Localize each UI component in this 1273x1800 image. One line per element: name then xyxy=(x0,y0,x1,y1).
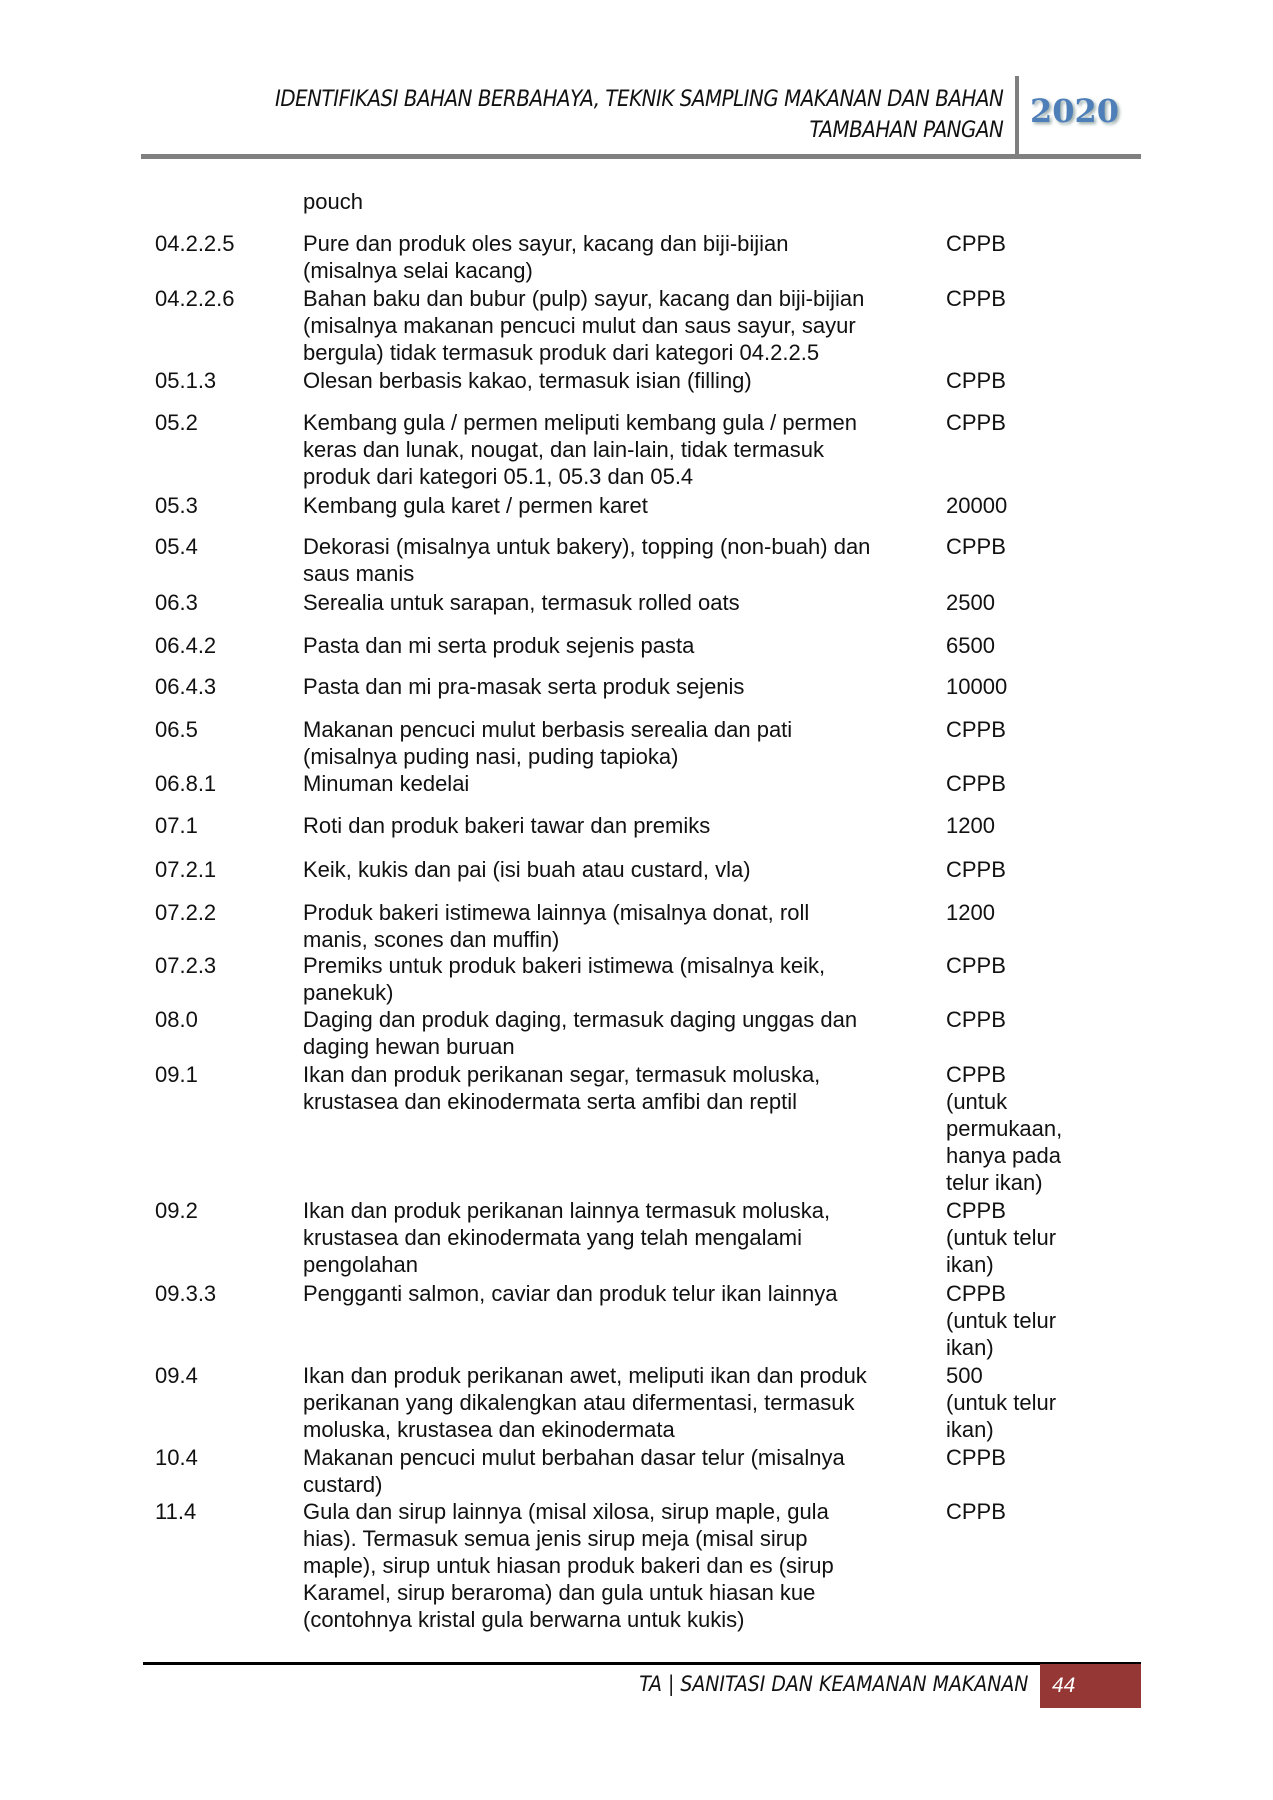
category-description: Dekorasi (misalnya untuk bakery), topping (non-buah) dan saus manis xyxy=(303,534,871,586)
category-code: 06.3 xyxy=(155,590,198,615)
max-limit-value: CPPB (untuk telur ikan) xyxy=(946,1198,1057,1277)
document-title xyxy=(275,84,1003,146)
title-line-1: IDENTIFIKASI BAHAN BERBAHAYA, TEKNIK SAMPLING MAKANAN DAN BAHAN xyxy=(274,87,1003,112)
category-description: Makanan pencuci mulut berbahan dasar telur (misalnya custard) xyxy=(303,1445,845,1497)
category-description: Gula dan sirup lainnya (misal xilosa, sirup maple, gula hias). Termasuk semua jenis sirup meja (misal sirup maple), sirup untuk hiasan produk bakeri dan es (sirup Karamel, sirup beraroma) dan gula untuk hiasan kue (contohnya kristal gula berwarna untuk kukis) xyxy=(303,1499,834,1632)
category-description: Daging dan produk daging, termasuk daging unggas dan daging hewan buruan xyxy=(303,1007,858,1059)
max-limit-value: CPPB xyxy=(946,1445,1006,1470)
category-code: 06.8.1 xyxy=(155,771,217,796)
category-description: Kembang gula / permen meliputi kembang gula / permen keras dan lunak, nougat, dan lain-lain, tidak termasuk produk dari kategori 05.1, 05.3 dan 05.4 xyxy=(303,410,857,489)
category-code: 07.1 xyxy=(155,813,198,838)
max-limit-value: CPPB xyxy=(946,717,1006,742)
header-divider xyxy=(1015,76,1019,156)
footer-text: TA | SANITASI DAN KEAMANAN MAKANAN xyxy=(638,1672,1028,1696)
category-description: Produk bakeri istimewa lainnya (misalnya donat, roll manis, scones dan muffin) xyxy=(303,900,810,952)
category-description: Serealia untuk sarapan, termasuk rolled oats xyxy=(303,590,740,615)
title-line-2: TAMBAHAN PANGAN xyxy=(809,118,1003,143)
header-rule xyxy=(141,154,1141,159)
category-code: 07.2.2 xyxy=(155,900,217,925)
header-year: 2020 xyxy=(1030,92,1120,130)
max-limit-value: CPPB xyxy=(946,368,1006,393)
max-limit-value: 20000 xyxy=(946,493,1008,518)
max-limit-value: 10000 xyxy=(946,674,1008,699)
category-code: 07.2.1 xyxy=(155,857,217,882)
category-code: 06.4.3 xyxy=(155,674,217,699)
category-code: 09.3.3 xyxy=(155,1281,217,1306)
category-description: Ikan dan produk perikanan lainnya termasuk moluska, krustasea dan ekinodermata yang telah mengalami pengolahan xyxy=(303,1198,831,1277)
category-code: 09.4 xyxy=(155,1363,198,1388)
category-description: Pengganti salmon, caviar dan produk telur ikan lainnya xyxy=(303,1281,838,1306)
page-number: 44 xyxy=(1040,1664,1141,1708)
max-limit-value: 1200 xyxy=(946,813,995,838)
category-description: Pure dan produk oles sayur, kacang dan biji-bijian (misalnya selai kacang) xyxy=(303,231,789,283)
category-description: Pasta dan mi pra-masak serta produk sejenis xyxy=(303,674,745,699)
category-description: Kembang gula karet / permen karet xyxy=(303,493,648,518)
category-code: 06.4.2 xyxy=(155,633,217,658)
max-limit-value: 6500 xyxy=(946,633,995,658)
category-code: 04.2.2.6 xyxy=(155,286,235,311)
category-description: Ikan dan produk perikanan awet, meliputi ikan dan produk perikanan yang dikalengkan atau difermentasi, termasuk moluska, krustasea dan ekinodermata xyxy=(303,1363,867,1442)
continuation-text: pouch xyxy=(303,189,363,214)
category-code: 10.4 xyxy=(155,1445,198,1470)
category-code: 08.0 xyxy=(155,1007,198,1032)
category-description: Premiks untuk produk bakeri istimewa (misalnya keik, panekuk) xyxy=(303,953,826,1005)
max-limit-value: CPPB (untuk permukaan, hanya pada telur ikan) xyxy=(946,1062,1063,1195)
max-limit-value: 500 (untuk telur ikan) xyxy=(946,1363,1057,1442)
footer-rule xyxy=(143,1662,1141,1665)
category-code: 05.4 xyxy=(155,534,198,559)
category-code: 09.2 xyxy=(155,1198,198,1223)
category-description: Keik, kukis dan pai (isi buah atau custard, vla) xyxy=(303,857,751,882)
max-limit-value: CPPB xyxy=(946,1007,1006,1032)
category-code: 05.2 xyxy=(155,410,198,435)
category-code: 05.3 xyxy=(155,493,198,518)
max-limit-value: CPPB xyxy=(946,231,1006,256)
max-limit-value: CPPB xyxy=(946,857,1006,882)
category-description: Olesan berbasis kakao, termasuk isian (filling) xyxy=(303,368,752,393)
category-description: Pasta dan mi serta produk sejenis pasta xyxy=(303,633,695,658)
max-limit-value: CPPB xyxy=(946,286,1006,311)
max-limit-value: CPPB xyxy=(946,953,1006,978)
max-limit-value: CPPB xyxy=(946,771,1006,796)
max-limit-value: CPPB xyxy=(946,410,1006,435)
category-code: 06.5 xyxy=(155,717,198,742)
category-description: Makanan pencuci mulut berbasis serealia dan pati (misalnya puding nasi, puding tapioka) xyxy=(303,717,793,769)
category-description: Roti dan produk bakeri tawar dan premiks xyxy=(303,813,711,838)
max-limit-value: 1200 xyxy=(946,900,995,925)
category-code: 07.2.3 xyxy=(155,953,217,978)
max-limit-value: 2500 xyxy=(946,590,995,615)
category-description: Bahan baku dan bubur (pulp) sayur, kacang dan biji-bijian (misalnya makanan pencuci mulut dan saus sayur, sayur bergula) tidak termasuk produk dari kategori 04.2.2.5 xyxy=(303,286,865,365)
category-code: 11.4 xyxy=(155,1499,197,1524)
category-description: Minuman kedelai xyxy=(303,771,470,796)
category-code: 09.1 xyxy=(155,1062,198,1087)
max-limit-value: CPPB xyxy=(946,1499,1006,1524)
max-limit-value: CPPB (untuk telur ikan) xyxy=(946,1281,1057,1360)
max-limit-value: CPPB xyxy=(946,534,1006,559)
category-code: 04.2.2.5 xyxy=(155,231,235,256)
category-description: Ikan dan produk perikanan segar, termasuk moluska, krustasea dan ekinodermata serta amfibi dan reptil xyxy=(303,1062,821,1114)
category-code: 05.1.3 xyxy=(155,368,217,393)
